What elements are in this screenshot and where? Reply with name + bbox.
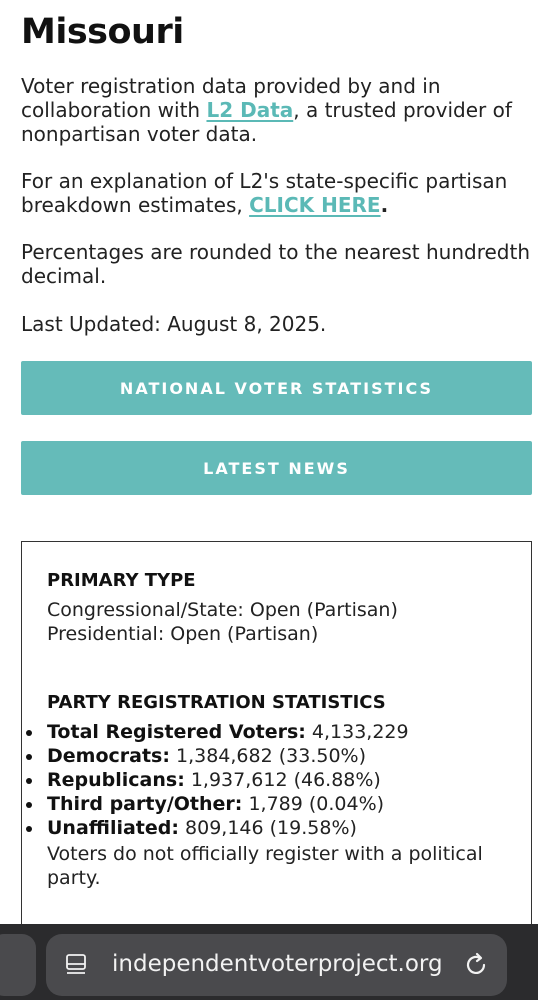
presidential-primary: Presidential: Open (Partisan) (47, 623, 319, 645)
last-updated: Last Updated: August 8, 2025. (21, 312, 327, 336)
stat-value: 1,384,682 (33.50%) (169, 745, 367, 767)
page-icon (64, 953, 88, 977)
intro-text-end: , a trusted provider of nonpartisan voter data. (21, 98, 512, 146)
stat-value: 4,133,229 (305, 721, 409, 743)
list-item (22, 744, 522, 768)
stat-label: Total Registered Voters: (47, 721, 306, 743)
url-text: independentvoterproject.org (112, 951, 443, 977)
reload-icon[interactable] (462, 951, 490, 979)
stat-label: Unaffiliated: (47, 817, 179, 839)
previous-tab[interactable] (0, 934, 36, 996)
unaffiliated-note: Voters do not officially register with a political party. (47, 843, 483, 889)
stat-label: Democrats: (47, 745, 170, 767)
page-title: Missouri (21, 12, 184, 52)
congressional-primary: Congressional/State: Open (Partisan) (47, 599, 398, 621)
party-stats-heading: PARTY REGISTRATION STATISTICS (47, 692, 386, 713)
list-item (22, 768, 522, 792)
stat-label: Republicans: (47, 769, 185, 791)
stat-value: 1,937,612 (46.88%) (184, 769, 381, 791)
rounding-note: Percentages are rounded to the nearest hundredth decimal. (21, 240, 530, 288)
explanation-period: . (380, 193, 389, 217)
primary-type-details (47, 598, 517, 646)
click-here-link[interactable]: CLICK HERE (249, 193, 381, 217)
stat-value: 809,146 (19.58%) (178, 817, 357, 839)
party-stats-list (22, 720, 522, 840)
stat-value: 1,789 (0.04%) (242, 793, 385, 815)
list-item (22, 720, 522, 744)
stat-label: Third party/Other: (47, 793, 243, 815)
info-box (21, 541, 532, 941)
explanation-paragraph (21, 169, 533, 217)
primary-type-heading: PRIMARY TYPE (47, 570, 196, 591)
list-item (22, 816, 522, 840)
address-bar[interactable] (46, 934, 507, 996)
intro-paragraph (21, 74, 533, 146)
national-voter-statistics-button[interactable]: NATIONAL VOTER STATISTICS (21, 361, 532, 415)
browser-toolbar (0, 924, 538, 1000)
list-item (22, 792, 522, 816)
explanation-text: For an explanation of L2's state-specific partisan breakdown estimates, (21, 169, 508, 217)
latest-news-button[interactable]: LATEST NEWS (21, 441, 532, 495)
l2-data-link[interactable]: L2 Data (206, 98, 294, 122)
intro-text: Voter registration data provided by and in collaboration with (21, 74, 441, 122)
